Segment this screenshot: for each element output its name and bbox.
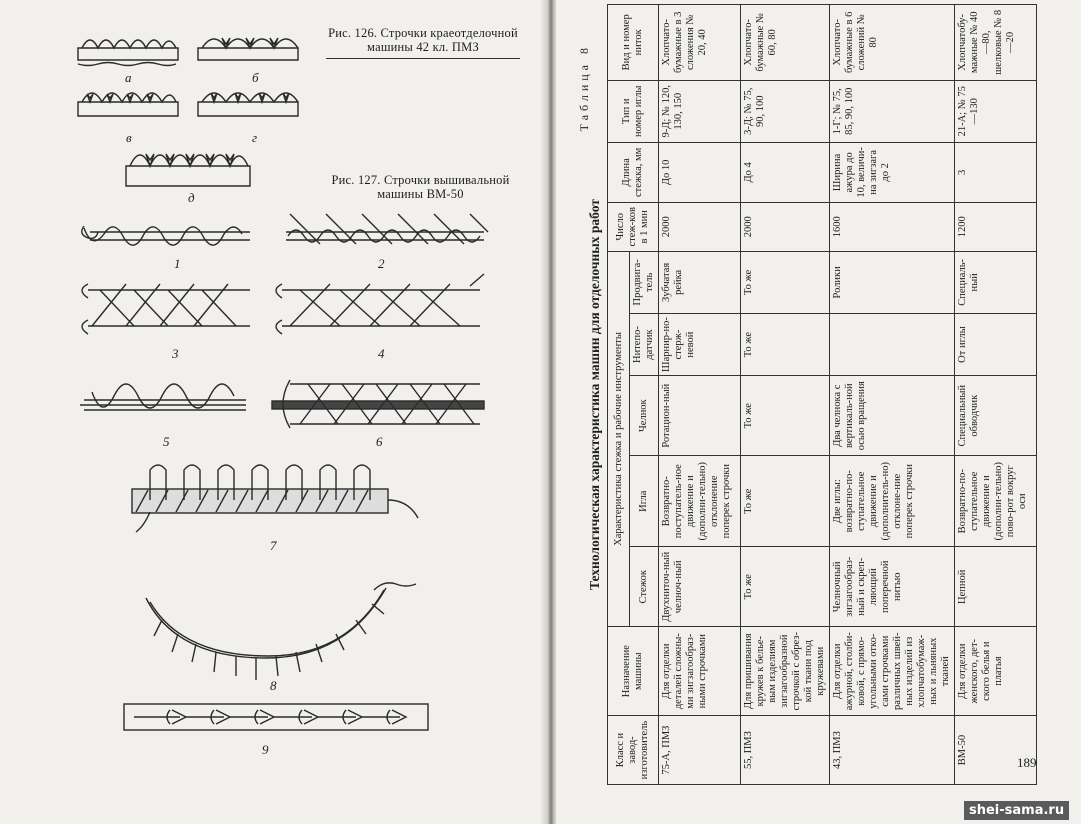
- header-chislo: Число стеж-ков в 1 мин: [608, 202, 659, 251]
- header-klass: Класс и завод-изготовитель: [608, 716, 659, 785]
- page-number: 189: [1017, 755, 1037, 770]
- table-row: [955, 5, 1037, 785]
- table-cell: 21-А; № 75—130: [955, 80, 1037, 142]
- table-cell: Возвратно-поступатель-ное движение и (дополни-тельно) отклонение поперек строчки: [659, 456, 741, 547]
- table-cell: 2000: [741, 202, 830, 251]
- table-cell: Двухниточ-ный челноч-ный: [659, 547, 741, 627]
- fig127-caption: Рис. 127. Строчки вышивальной машины ВМ-50: [331, 173, 510, 201]
- table-cell: До 4: [741, 142, 830, 202]
- header-igla: Игла: [630, 456, 659, 547]
- table-cell: От иглы: [955, 313, 1037, 375]
- table-cell: 43, ПМЗ: [830, 716, 955, 785]
- table-cell: Для отделки деталей сложны-ми зигзагообраз-ными строчками: [659, 627, 741, 716]
- fig126-label-g: г: [252, 130, 258, 145]
- table-cell: Две иглы: возвратно-по-ступательное движение и (дополнитель-но) отклоне-ние поперек строчки: [830, 456, 955, 547]
- table-cell: То же: [741, 376, 830, 456]
- machine-characteristics-table: [607, 4, 1037, 785]
- header-tip-igly: Тип и номер иглы: [608, 80, 659, 142]
- fig126-label-d: д: [188, 190, 195, 205]
- fig127-stitch-2: [286, 214, 488, 244]
- fig126-stitch-a: [78, 40, 178, 66]
- table-row: [830, 5, 955, 785]
- table-cell: 3-Д; № 75, 90, 100: [741, 80, 830, 142]
- fig127-stitch-4: [276, 274, 484, 334]
- table-cell: Ролики: [830, 251, 955, 313]
- fig126-stitch-d: [126, 154, 250, 186]
- table-label: Таблица 8: [577, 44, 591, 132]
- table-cell: Специальный обводчик: [955, 376, 1037, 456]
- table-cell: 9-Д; № 120, 130, 150: [659, 80, 741, 142]
- fig126-stitch-g: [198, 93, 298, 116]
- caption-rule: [326, 58, 520, 59]
- table-cell: Хлопчато-бумажные № 60, 80: [741, 5, 830, 81]
- fig127-stitch-5: [80, 384, 246, 410]
- fig127-stitch-6: [272, 380, 484, 428]
- fig126-label-v: в: [126, 130, 132, 145]
- table-cell: Два челнока с вертикаль-ной осью вращения: [830, 376, 955, 456]
- fig127-label-8: 8: [270, 678, 277, 693]
- table-cell: Хлопчато-бумажные в 3 сложения № 20, 40: [659, 5, 741, 81]
- fig127-stitch-3: [82, 284, 250, 334]
- table-cell: 1200: [955, 202, 1037, 251]
- fig127-label-9: 9: [262, 742, 269, 757]
- fig127-stitch-9: [124, 704, 428, 730]
- table-cell: Для отделки ажурной, столби-ковой, с прямо-угольными отко-сами строчками различных швей-ных изделий из хлопчатобумаж-ных и льняных тканей: [830, 627, 955, 716]
- header-stezhok: Стежок: [630, 547, 659, 627]
- fig127-stitch-7: [132, 465, 418, 532]
- table-cell: 75-А, ПМЗ: [659, 716, 741, 785]
- watermark: shei-sama.ru: [964, 801, 1069, 820]
- header-prodvigatel: Продвига-тель: [630, 251, 659, 313]
- fig127-stitch-1: [82, 226, 250, 245]
- table-title: Технологическая характеристика машин для отделочных работ: [587, 199, 602, 590]
- fig127-label-6: 6: [376, 434, 383, 449]
- fig126-stitch-v: [78, 93, 178, 116]
- table-cell: Специаль-ный: [955, 251, 1037, 313]
- table-cell: Шарнир-но-стерж-невой: [659, 313, 741, 375]
- table-cell: Хлопчато-бумажные в 6 сложений № 80: [830, 5, 955, 81]
- table-row: [659, 5, 741, 785]
- header-nitepodatchik: Нитепо-датчик: [630, 313, 659, 375]
- header-chelnok: Челнок: [630, 376, 659, 456]
- table-cell: Зубчатая рейка: [659, 251, 741, 313]
- header-naznachenie: Назначение машины: [608, 627, 659, 716]
- table-cell: То же: [741, 547, 830, 627]
- fig126-caption: Рис. 126. Строчки краеотделочной машины 42 кл. ПМЗ: [328, 26, 518, 54]
- table-cell: До 10: [659, 142, 741, 202]
- fig126-stitch-b: [198, 38, 298, 60]
- table-row: [741, 5, 830, 785]
- table-cell: Ротацион-ный: [659, 376, 741, 456]
- fig126-label-a: а: [125, 70, 132, 85]
- table-cell: То же: [741, 313, 830, 375]
- table-cell: 2000: [659, 202, 741, 251]
- table-cell: Ширина ажура до 10, величи-на зигзага до 2: [830, 142, 955, 202]
- fig126-label-b: б: [252, 70, 259, 85]
- table-cell: Хлопчатобу-мажные № 40—80, шелковые № 8—20: [955, 5, 1037, 81]
- fig127-label-4: 4: [378, 346, 385, 361]
- table-cell: Цепной: [955, 547, 1037, 627]
- table-cell: Челночный зигзагообраз-ный и скреп-ляющий поперечной нитью: [830, 547, 955, 627]
- fig127-label-3: 3: [172, 346, 179, 361]
- fig127-stitch-8: [146, 583, 416, 680]
- table-cell: 3: [955, 142, 1037, 202]
- header-stitch-group: Характеристика стежка и рабочие инструменты: [608, 251, 630, 627]
- table-cell: 1-Г; № 75, 85, 90, 100: [830, 80, 955, 142]
- header-dlina: Длина стежка, мм: [608, 142, 659, 202]
- table-cell: [830, 313, 955, 375]
- table-cell: Для отделки женского, дет-ского белья и платья: [955, 627, 1037, 716]
- fig127-label-2: 2: [378, 256, 385, 271]
- fig127-label-7: 7: [270, 538, 277, 553]
- table-cell: То же: [741, 456, 830, 547]
- fig127-label-1: 1: [174, 256, 181, 271]
- table-cell: ВМ-50: [955, 716, 1037, 785]
- table-cell: 1600: [830, 202, 955, 251]
- table-cell: Для пришивания кружев к бельe-вым изделиям зигзагообразной строчкой с обрез-кой ткани под кружевами: [741, 627, 830, 716]
- fig127-label-5: 5: [163, 434, 170, 449]
- table-cell: Возвратно-по-ступательное движение и (дополни-тельно) пово-рот вокруг оси: [955, 456, 1037, 547]
- table-cell: 55, ПМЗ: [741, 716, 830, 785]
- header-vid-nitok: Вид и номер ниток: [608, 5, 659, 81]
- table-cell: То же: [741, 251, 830, 313]
